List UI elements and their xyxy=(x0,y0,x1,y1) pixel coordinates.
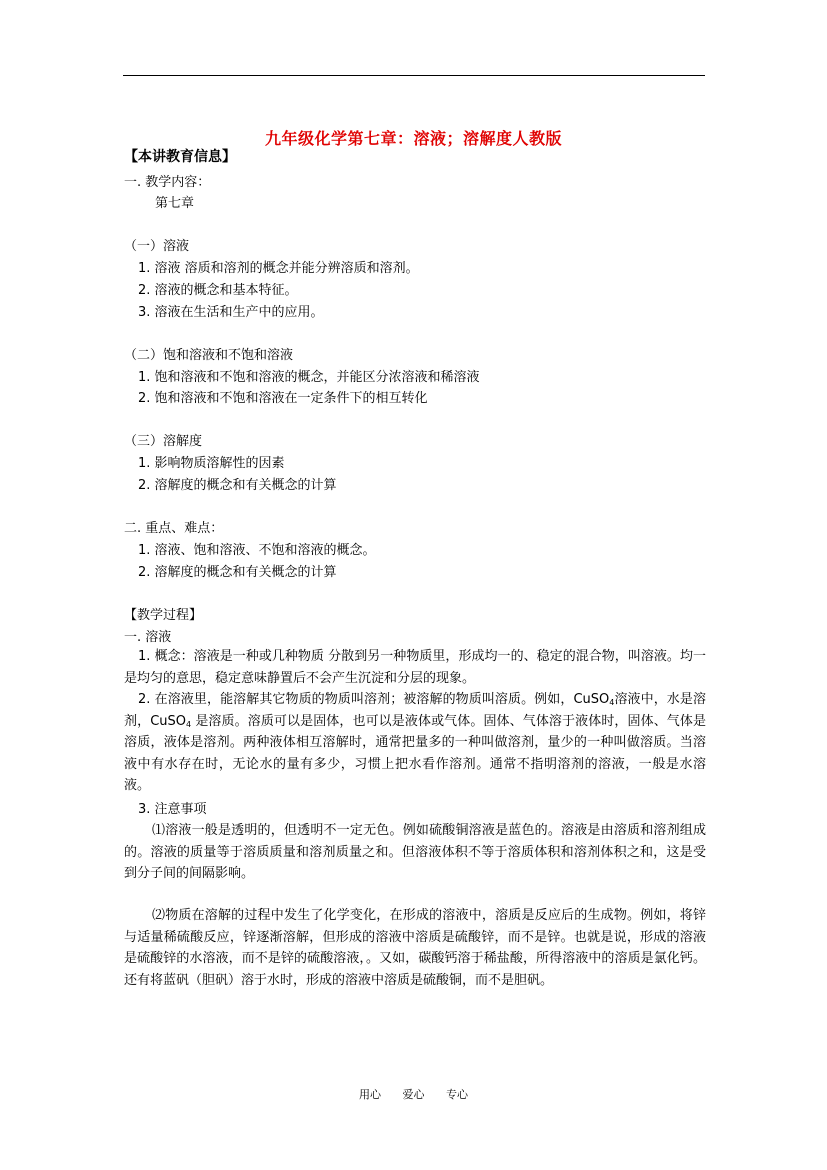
chapter-label: 第七章 xyxy=(155,196,195,211)
list-item: 1. 溶液、饱和溶液、不饱和溶液的概念。 xyxy=(138,543,376,558)
group3-title: （三）溶解度 xyxy=(124,434,203,449)
paragraph-solvent xyxy=(124,689,706,797)
header-rule xyxy=(123,75,705,76)
paragraph-text: 2. 在溶液里，能溶解其它物质的物质叫溶剂；被溶解的物质叫溶质。例如， xyxy=(138,692,574,707)
formula: CuSO$_4$ xyxy=(573,692,615,707)
list-item: 3. 溶液在生活和生产中的应用。 xyxy=(138,305,324,320)
list-item: 2. 饱和溶液和不饱和溶液在一定条件下的相互转化 xyxy=(138,391,428,406)
list-item: 1. 饱和溶液和不饱和溶液的概念，并能区分浓溶液和稀溶液 xyxy=(138,370,480,385)
section2-heading: 二. 重点、难点： xyxy=(124,521,224,536)
list-item: 1. 影响物质溶解性的因素 xyxy=(138,456,285,471)
footer-text: 用心 xyxy=(359,1088,381,1101)
group2-title: （二）饱和溶液和不饱和溶液 xyxy=(124,348,294,363)
paragraph-note-2: ⑵物质在溶解的过程中发生了化学变化，在形成的溶液中，溶质是反应后的生成物。例如，将锌与适量稀硫酸反应，锌逐渐溶解，但形成的溶液中溶质是硫酸锌，而不是锌。也就是说，形成的溶液是硫酸锌的水溶液，而不是锌的硫酸溶液，。又如，碳酸钙溶于稀盐酸，所得溶液中的溶质是氯化钙。还有将蓝矾（胆矾）溶于水时，形成的溶液中溶质是硫酸铜，而不是胆矾。 xyxy=(124,908,706,988)
section1-heading: 一. 教学内容： xyxy=(124,175,211,190)
formula: CuSO$_4$ xyxy=(150,713,192,729)
list-item: 2. 溶液的概念和基本特征。 xyxy=(138,283,298,298)
paragraph-concept: 1. 概念：溶液是一种或几种物质 分散到另一种物质里，形成均一的、稳定的混合物，叫溶液。均一是均匀的意思，稳定意味静置后不会产生沉淀和分层的现象。 xyxy=(124,649,706,686)
process-subheading: 一. 溶液 xyxy=(124,630,172,645)
info-header: 【本讲教育信息】 xyxy=(124,149,236,165)
notes-heading: 3. 注意事项 xyxy=(138,802,207,817)
list-item: 2. 溶解度的概念和有关概念的计算 xyxy=(138,565,337,580)
list-item: 2. 溶解度的概念和有关概念的计算 xyxy=(138,478,337,493)
footer-text: 专心 xyxy=(446,1088,468,1101)
footer-text: 爱心 xyxy=(402,1088,425,1101)
document-title: 九年级化学第七章：溶液；溶解度人教版 xyxy=(264,129,562,148)
group1-title: （一）溶液 xyxy=(124,239,190,254)
paragraph-note-1: ⑴溶液一般是透明的，但透明不一定无色。例如硫酸铜溶液是蓝色的。溶液是由溶质和溶剂组成的。溶液的质量等于溶质质量和溶剂质量之和。但溶液体积不等于溶质体积和溶剂体积之和，这是受到分子间的间隔影响。 xyxy=(124,823,706,881)
process-header: 【教学过程】 xyxy=(124,608,203,623)
paragraph-text: 溶液中，水是溶剂， xyxy=(124,692,706,729)
page-footer xyxy=(0,1086,827,1102)
paragraph-text: 是溶质。溶质可以是固体，也可以是液体或气体。固体、气体溶于液体时，固体、气体是溶质，液体是溶剂。两种液体相互溶解时，通常把量多的一种叫做溶剂，量少的一种叫做溶质。当溶液中有水存在时，无论水的量有多少，习惯上把水看作溶剂。通常不指明溶剂的溶液，一般是水溶液。 xyxy=(124,713,706,793)
list-item: 1. 溶液 溶质和溶剂的概念并能分辨溶质和溶剂。 xyxy=(138,261,419,276)
